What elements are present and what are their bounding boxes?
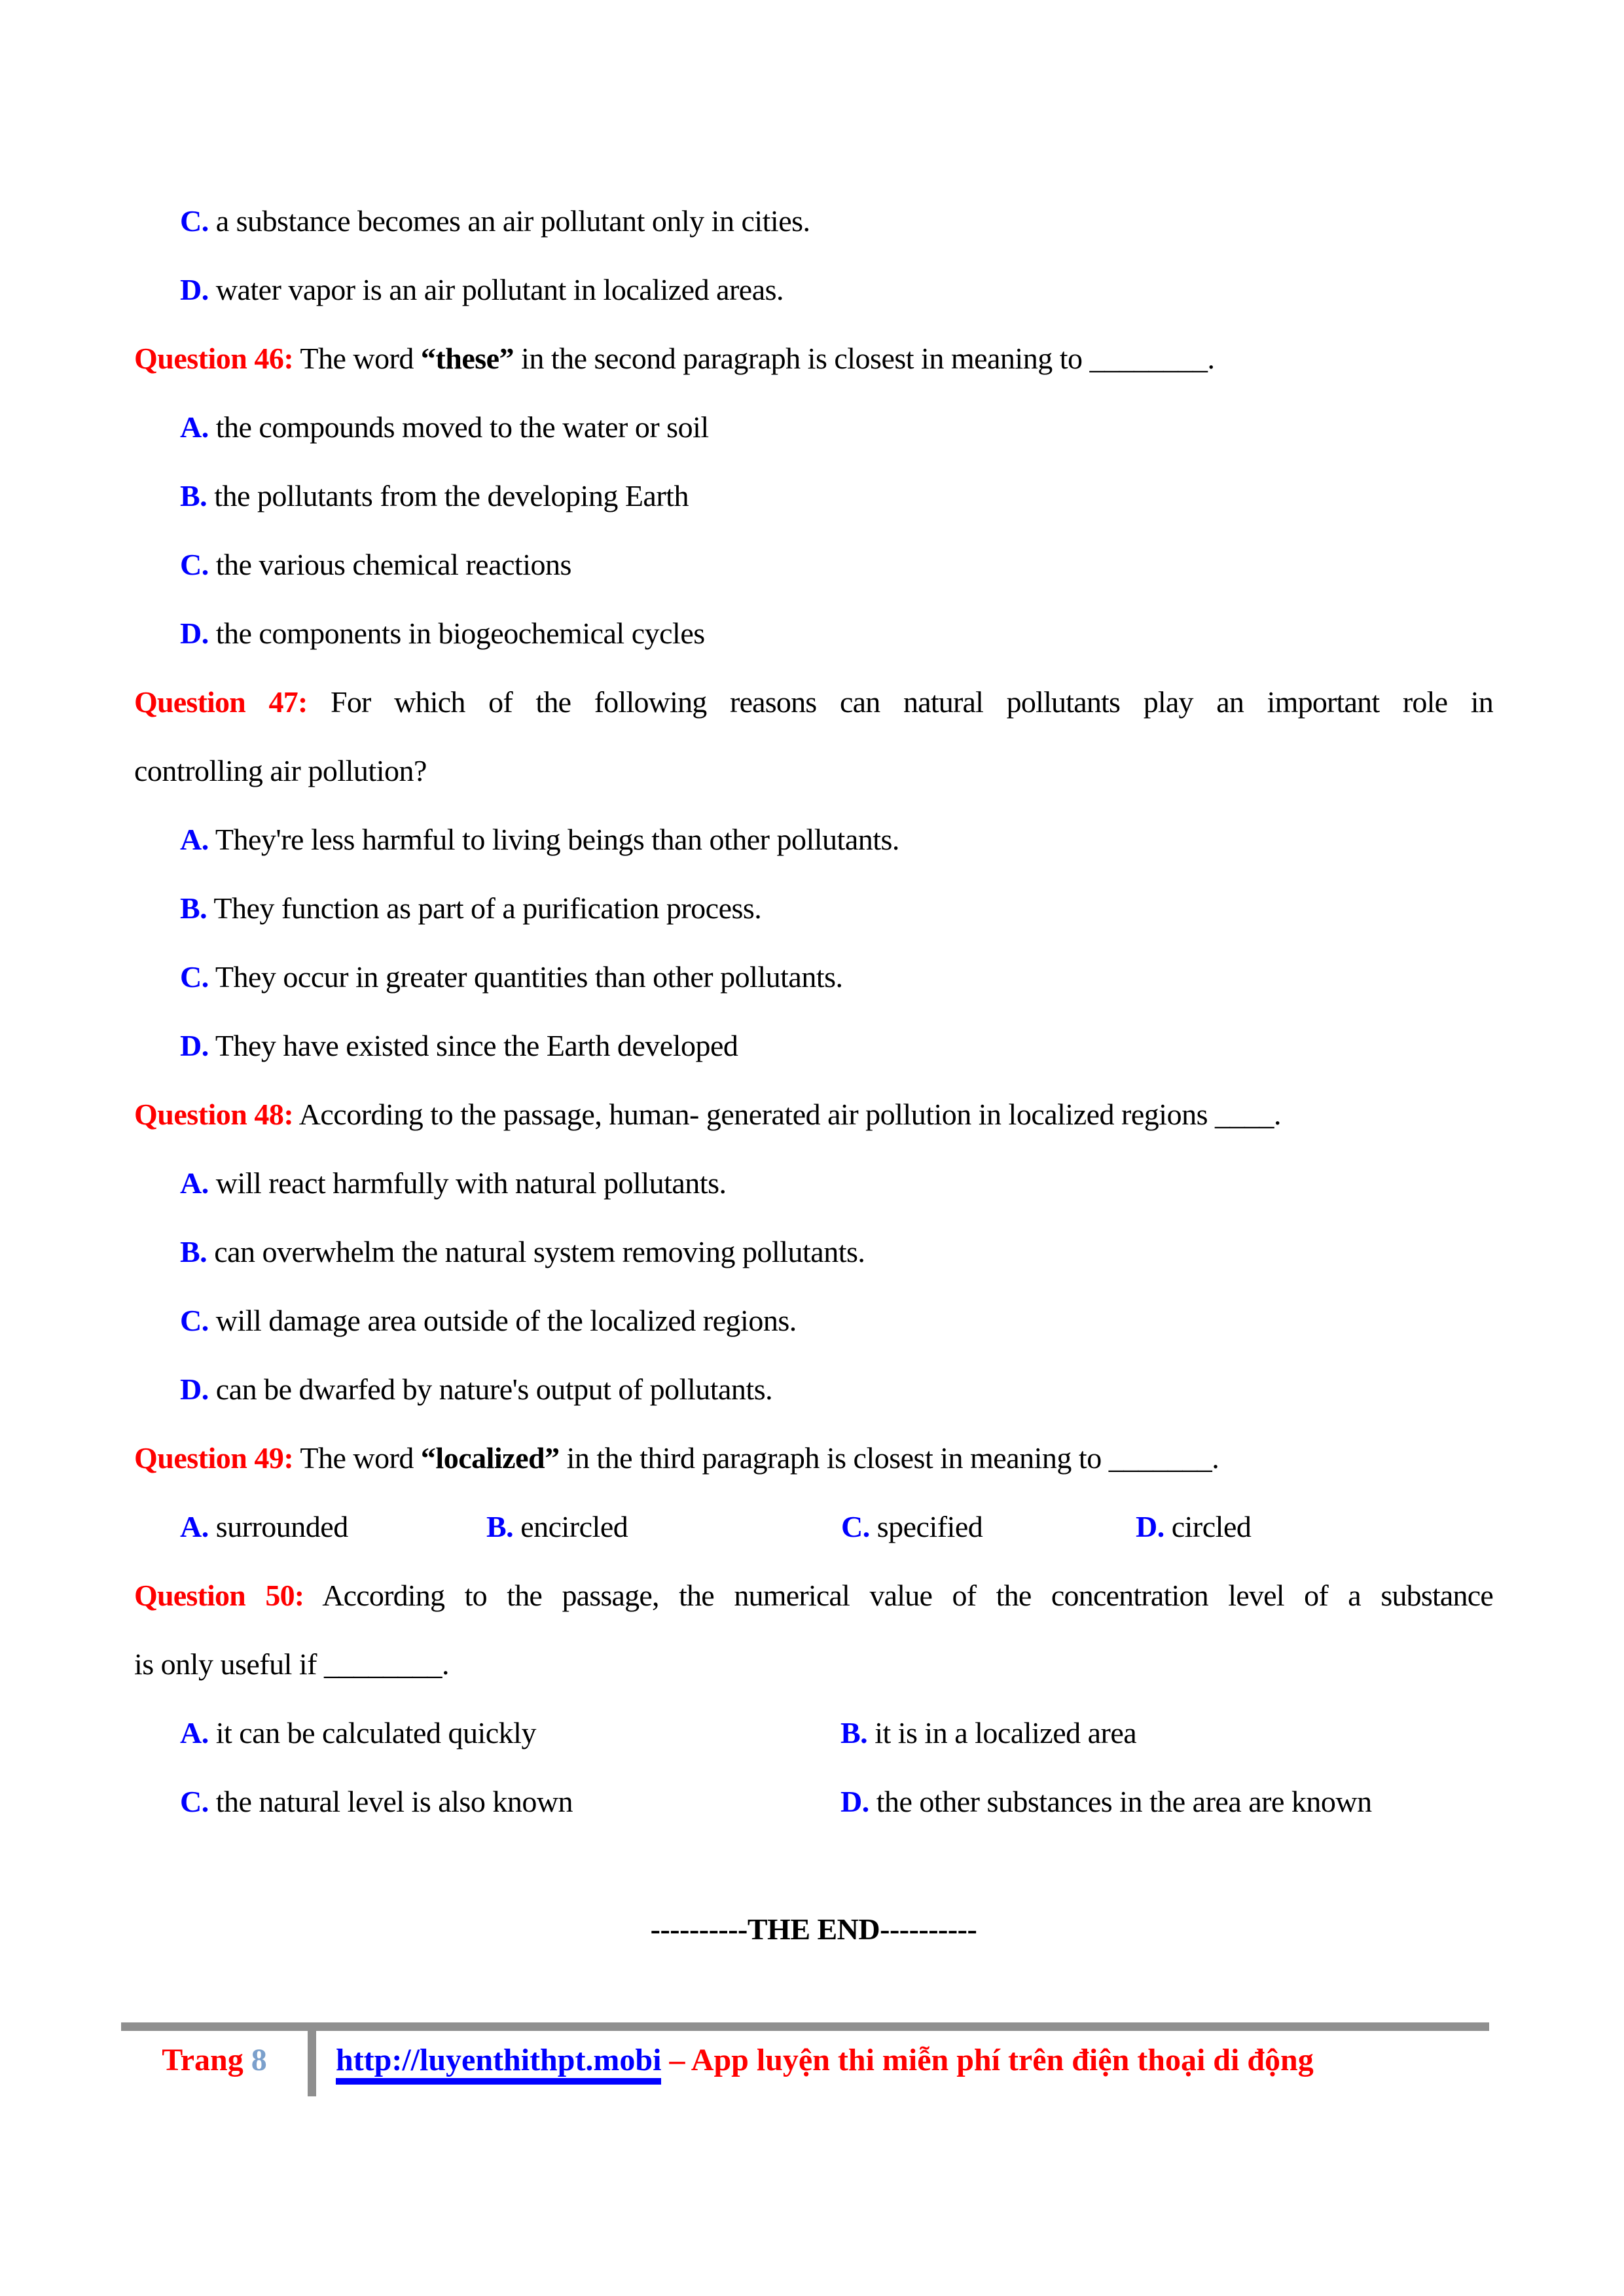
question-number-label: Question 46: [134,342,294,375]
question-48-option-c [134,1286,1493,1355]
question-47-line-1 [134,668,1493,736]
option-letter: A. [180,1166,209,1200]
option-text: encircled [520,1510,628,1543]
option-letter: A. [180,410,209,444]
option-letter: A. [180,823,209,856]
question-number-label: Question 48: [134,1098,294,1131]
question-text: According to the passage, the numerical value of the concentration level of a substance [322,1579,1493,1612]
footer-dash: – [669,2043,685,2077]
question-text: is only useful if ________. [134,1647,449,1681]
option-letter: C. [180,548,209,581]
option-letter: A. [180,1716,209,1749]
question-text: For which of the following reasons can natural pollutants play an important role in [331,685,1493,719]
option-letter: D. [180,273,209,306]
option-text: it is in a localized area [875,1716,1137,1749]
option-letter: D. [1136,1510,1164,1543]
footer-link[interactable]: http://luyenthithpt.mobi [336,2043,661,2085]
question-49-option-d [1136,1492,1493,1561]
option-text: circled [1171,1510,1252,1543]
question-47-option-b [134,874,1493,942]
question-47-option-c [134,942,1493,1011]
page-footer [121,2022,1489,2096]
question-48 [134,1080,1493,1149]
question-keyword: “these” [420,342,514,375]
option-letter: C. [180,204,209,238]
footer-tagline: App luyện thi miễn phí trên điện thoại di động [691,2043,1314,2077]
question-number-label: Question 49: [134,1441,294,1475]
question-number-label: Question 47: [134,685,308,719]
question-48-option-b [134,1217,1493,1286]
question-49-option-b [486,1492,841,1561]
option-letter: C. [180,960,209,994]
question-50-line-1 [134,1561,1493,1630]
footer-separator-bar [308,2031,316,2096]
question-50-option-a [180,1698,840,1767]
question-48-option-d [134,1355,1493,1424]
question-text: According to the passage, human- generated air pollution in localized regions ____. [298,1098,1281,1131]
option-text: They occur in greater quantities than other pollutants. [215,960,843,994]
option-letter: B. [180,479,208,512]
question-46-option-c [134,530,1493,599]
question-49 [134,1424,1493,1492]
option-letter: C. [841,1510,870,1543]
question-number-label: Question 50: [134,1579,304,1612]
option-text: surrounded [215,1510,348,1543]
question-46-option-d [134,599,1493,668]
question-49-option-a [180,1492,486,1561]
question-keyword: “localized” [420,1441,560,1475]
footer-rule [121,2022,1489,2031]
option-text: the components in biogeochemical cycles [215,617,705,650]
option-letter: B. [180,1235,208,1268]
option-letter: C. [180,1304,209,1337]
page-number-label: Trang [162,2043,244,2077]
option-letter: B. [840,1716,868,1749]
question-49-option-c [841,1492,1136,1561]
question-text: in the third paragraph is closest in meaning to _______. [566,1441,1219,1475]
option-text: They have existed since the Earth developed [215,1029,738,1062]
question-47-line-2 [134,736,1493,805]
question-50-options-row-2 [134,1767,1493,1836]
question-50-line-2 [134,1630,1493,1698]
question-50-option-c [180,1767,840,1836]
option-letter: B. [180,891,208,925]
option-text: will react harmfully with natural pollutants. [215,1166,727,1200]
option-text: the natural level is also known [215,1785,573,1818]
question-47-option-d [134,1011,1493,1080]
question-45-option-c [134,187,1493,255]
option-text: the various chemical reactions [215,548,571,581]
option-letter: C. [180,1785,209,1818]
option-text: water vapor is an air pollutant in localized areas. [215,273,784,306]
option-text: the pollutants from the developing Earth [214,479,689,512]
question-50-option-b [840,1698,1493,1767]
question-50-options-row-1 [134,1698,1493,1767]
option-text: will damage area outside of the localized regions. [215,1304,797,1337]
page-number: 8 [251,2043,267,2077]
footer-row [121,2031,1489,2096]
question-text: The word [300,342,414,375]
option-text: the other substances in the area are known [876,1785,1372,1818]
option-text: the compounds moved to the water or soil [215,410,709,444]
option-text: a substance becomes an air pollutant only in cities. [215,204,810,238]
question-47-option-a [134,805,1493,874]
question-49-options-row [134,1492,1493,1561]
page-number-block [121,2031,308,2096]
question-45-option-d [134,255,1493,324]
footer-text [336,2031,1314,2096]
question-48-option-a [134,1149,1493,1217]
exam-page-content [134,187,1493,1964]
question-46-option-a [134,393,1493,461]
question-46-option-b [134,461,1493,530]
option-letter: D. [840,1785,869,1818]
question-50-option-d [840,1767,1493,1836]
option-text: specified [876,1510,983,1543]
option-letter: D. [180,1029,209,1062]
option-text: it can be calculated quickly [215,1716,536,1749]
option-letter: D. [180,1372,209,1406]
option-letter: A. [180,1510,209,1543]
question-text: The word [300,1441,414,1475]
option-text: They function as part of a purification process. [213,891,762,925]
option-text: can be dwarfed by nature's output of pollutants. [215,1372,773,1406]
option-letter: D. [180,617,209,650]
question-46 [134,324,1493,393]
option-text: They're less harmful to living beings than other pollutants. [215,823,899,856]
the-end-marker: ----------THE END---------- [650,1912,977,1946]
question-text: controlling air pollution? [134,754,427,787]
option-text: can overwhelm the natural system removing pollutants. [214,1235,865,1268]
question-text: in the second paragraph is closest in meaning to ________. [521,342,1215,375]
option-letter: B. [486,1510,514,1543]
